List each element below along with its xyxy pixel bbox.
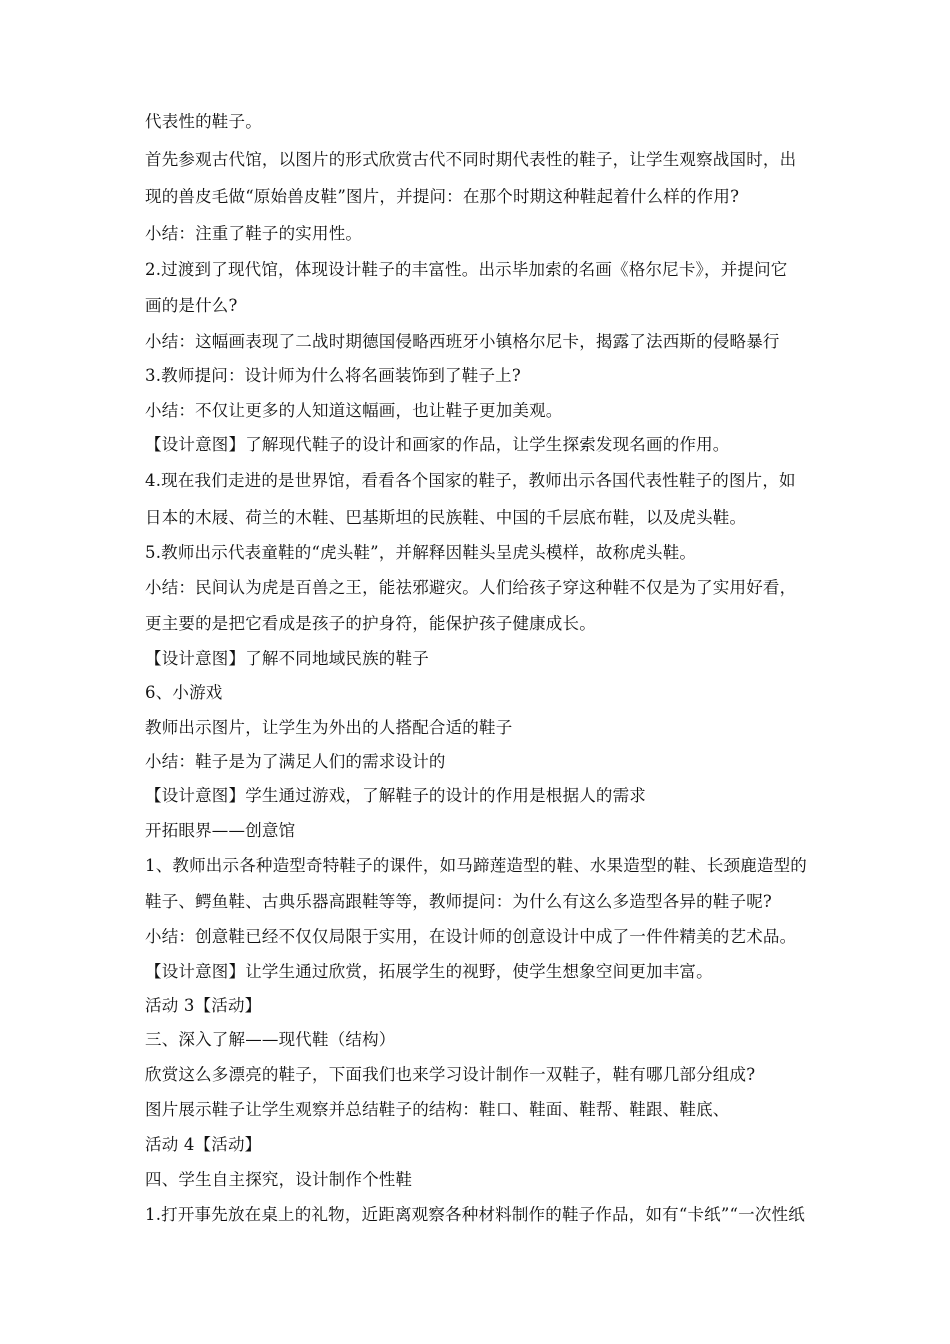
text-line: 4.现在我们走进的是世界馆，看看各个国家的鞋子，教师出示各国代表性鞋子的图片，如 xyxy=(145,471,796,490)
text-line: 小结：不仅让更多的人知道这幅画，也让鞋子更加美观。 xyxy=(145,401,563,420)
text-line: 1、教师出示各种造型奇特鞋子的课件，如马蹄莲造型的鞋、水果造型的鞋、长颈鹿造型的 xyxy=(145,856,807,875)
text-line: 活动 4【活动】 xyxy=(145,1135,262,1154)
text-line: 【设计意图】让学生通过欣赏，拓展学生的视野，使学生想象空间更加丰富。 xyxy=(145,962,713,981)
text-line: 三、深入了解——现代鞋（结构） xyxy=(145,1030,396,1049)
text-line: 小结：注重了鞋子的实用性。 xyxy=(145,224,363,243)
text-line: 【设计意图】学生通过游戏，了解鞋子的设计的作用是根据人的需求 xyxy=(145,786,646,805)
text-line: 活动 3【活动】 xyxy=(145,996,262,1015)
text-line: 鞋子、鳄鱼鞋、古典乐器高跟鞋等等，教师提问：为什么有这么多造型各异的鞋子呢? xyxy=(145,892,772,911)
text-line: 代表性的鞋子。 xyxy=(145,112,262,131)
text-line: 首先参观古代馆，以图片的形式欣赏古代不同时期代表性的鞋子，让学生观察战国时，出 xyxy=(145,150,797,169)
text-line: 【设计意图】了解现代鞋子的设计和画家的作品，让学生探索发现名画的作用。 xyxy=(145,435,730,454)
text-line: 1.打开事先放在桌上的礼物，近距离观察各种材料制作的鞋子作品，如有“卡纸”“一次性纸 xyxy=(145,1205,805,1224)
text-line: 日本的木屐、荷兰的木鞋、巴基斯坦的民族鞋、中国的千层底布鞋，以及虎头鞋。 xyxy=(145,508,747,527)
text-line: 2.过渡到了现代馆，体现设计鞋子的丰富性。出示毕加索的名画《格尔尼卡》，并提问它 xyxy=(145,260,788,279)
text-line: 欣赏这么多漂亮的鞋子，下面我们也来学习设计制作一双鞋子，鞋有哪几部分组成? xyxy=(145,1065,756,1084)
text-line: 教师出示图片，让学生为外出的人搭配合适的鞋子 xyxy=(145,718,513,737)
text-line: 开拓眼界——创意馆 xyxy=(145,821,296,840)
text-line: 四、学生自主探究，设计制作个性鞋 xyxy=(145,1170,413,1189)
text-line: 图片展示鞋子让学生观察并总结鞋子的结构：鞋口、鞋面、鞋帮、鞋跟、鞋底、 xyxy=(145,1100,730,1119)
text-line: 5.教师出示代表童鞋的“虎头鞋”，并解释因鞋头呈虎头模样，故称虎头鞋。 xyxy=(145,543,697,562)
text-line: 现的兽皮毛做“原始兽皮鞋”图片，并提问：在那个时期这种鞋起着什么样的作用? xyxy=(145,187,740,206)
text-line: 3.教师提问：设计师为什么将名画装饰到了鞋子上? xyxy=(145,366,521,385)
text-line: 6、小游戏 xyxy=(145,683,223,702)
text-line: 更主要的是把它看成是孩子的护身符，能保护孩子健康成长。 xyxy=(145,614,596,633)
text-line: 画的是什么? xyxy=(145,296,238,315)
text-line: 小结：民间认为虎是百兽之王，能祛邪避灾。人们给孩子穿这种鞋不仅是为了实用好看， xyxy=(145,578,797,597)
text-line: 小结：这幅画表现了二战时期德国侵略西班牙小镇格尔尼卡，揭露了法西斯的侵略暴行 xyxy=(145,332,780,351)
text-line: 小结：鞋子是为了满足人们的需求设计的 xyxy=(145,752,446,771)
text-line: 【设计意图】了解不同地域民族的鞋子 xyxy=(145,649,429,668)
text-line: 小结：创意鞋已经不仅仅局限于实用，在设计师的创意设计中成了一件件精美的艺术品。 xyxy=(145,927,797,946)
